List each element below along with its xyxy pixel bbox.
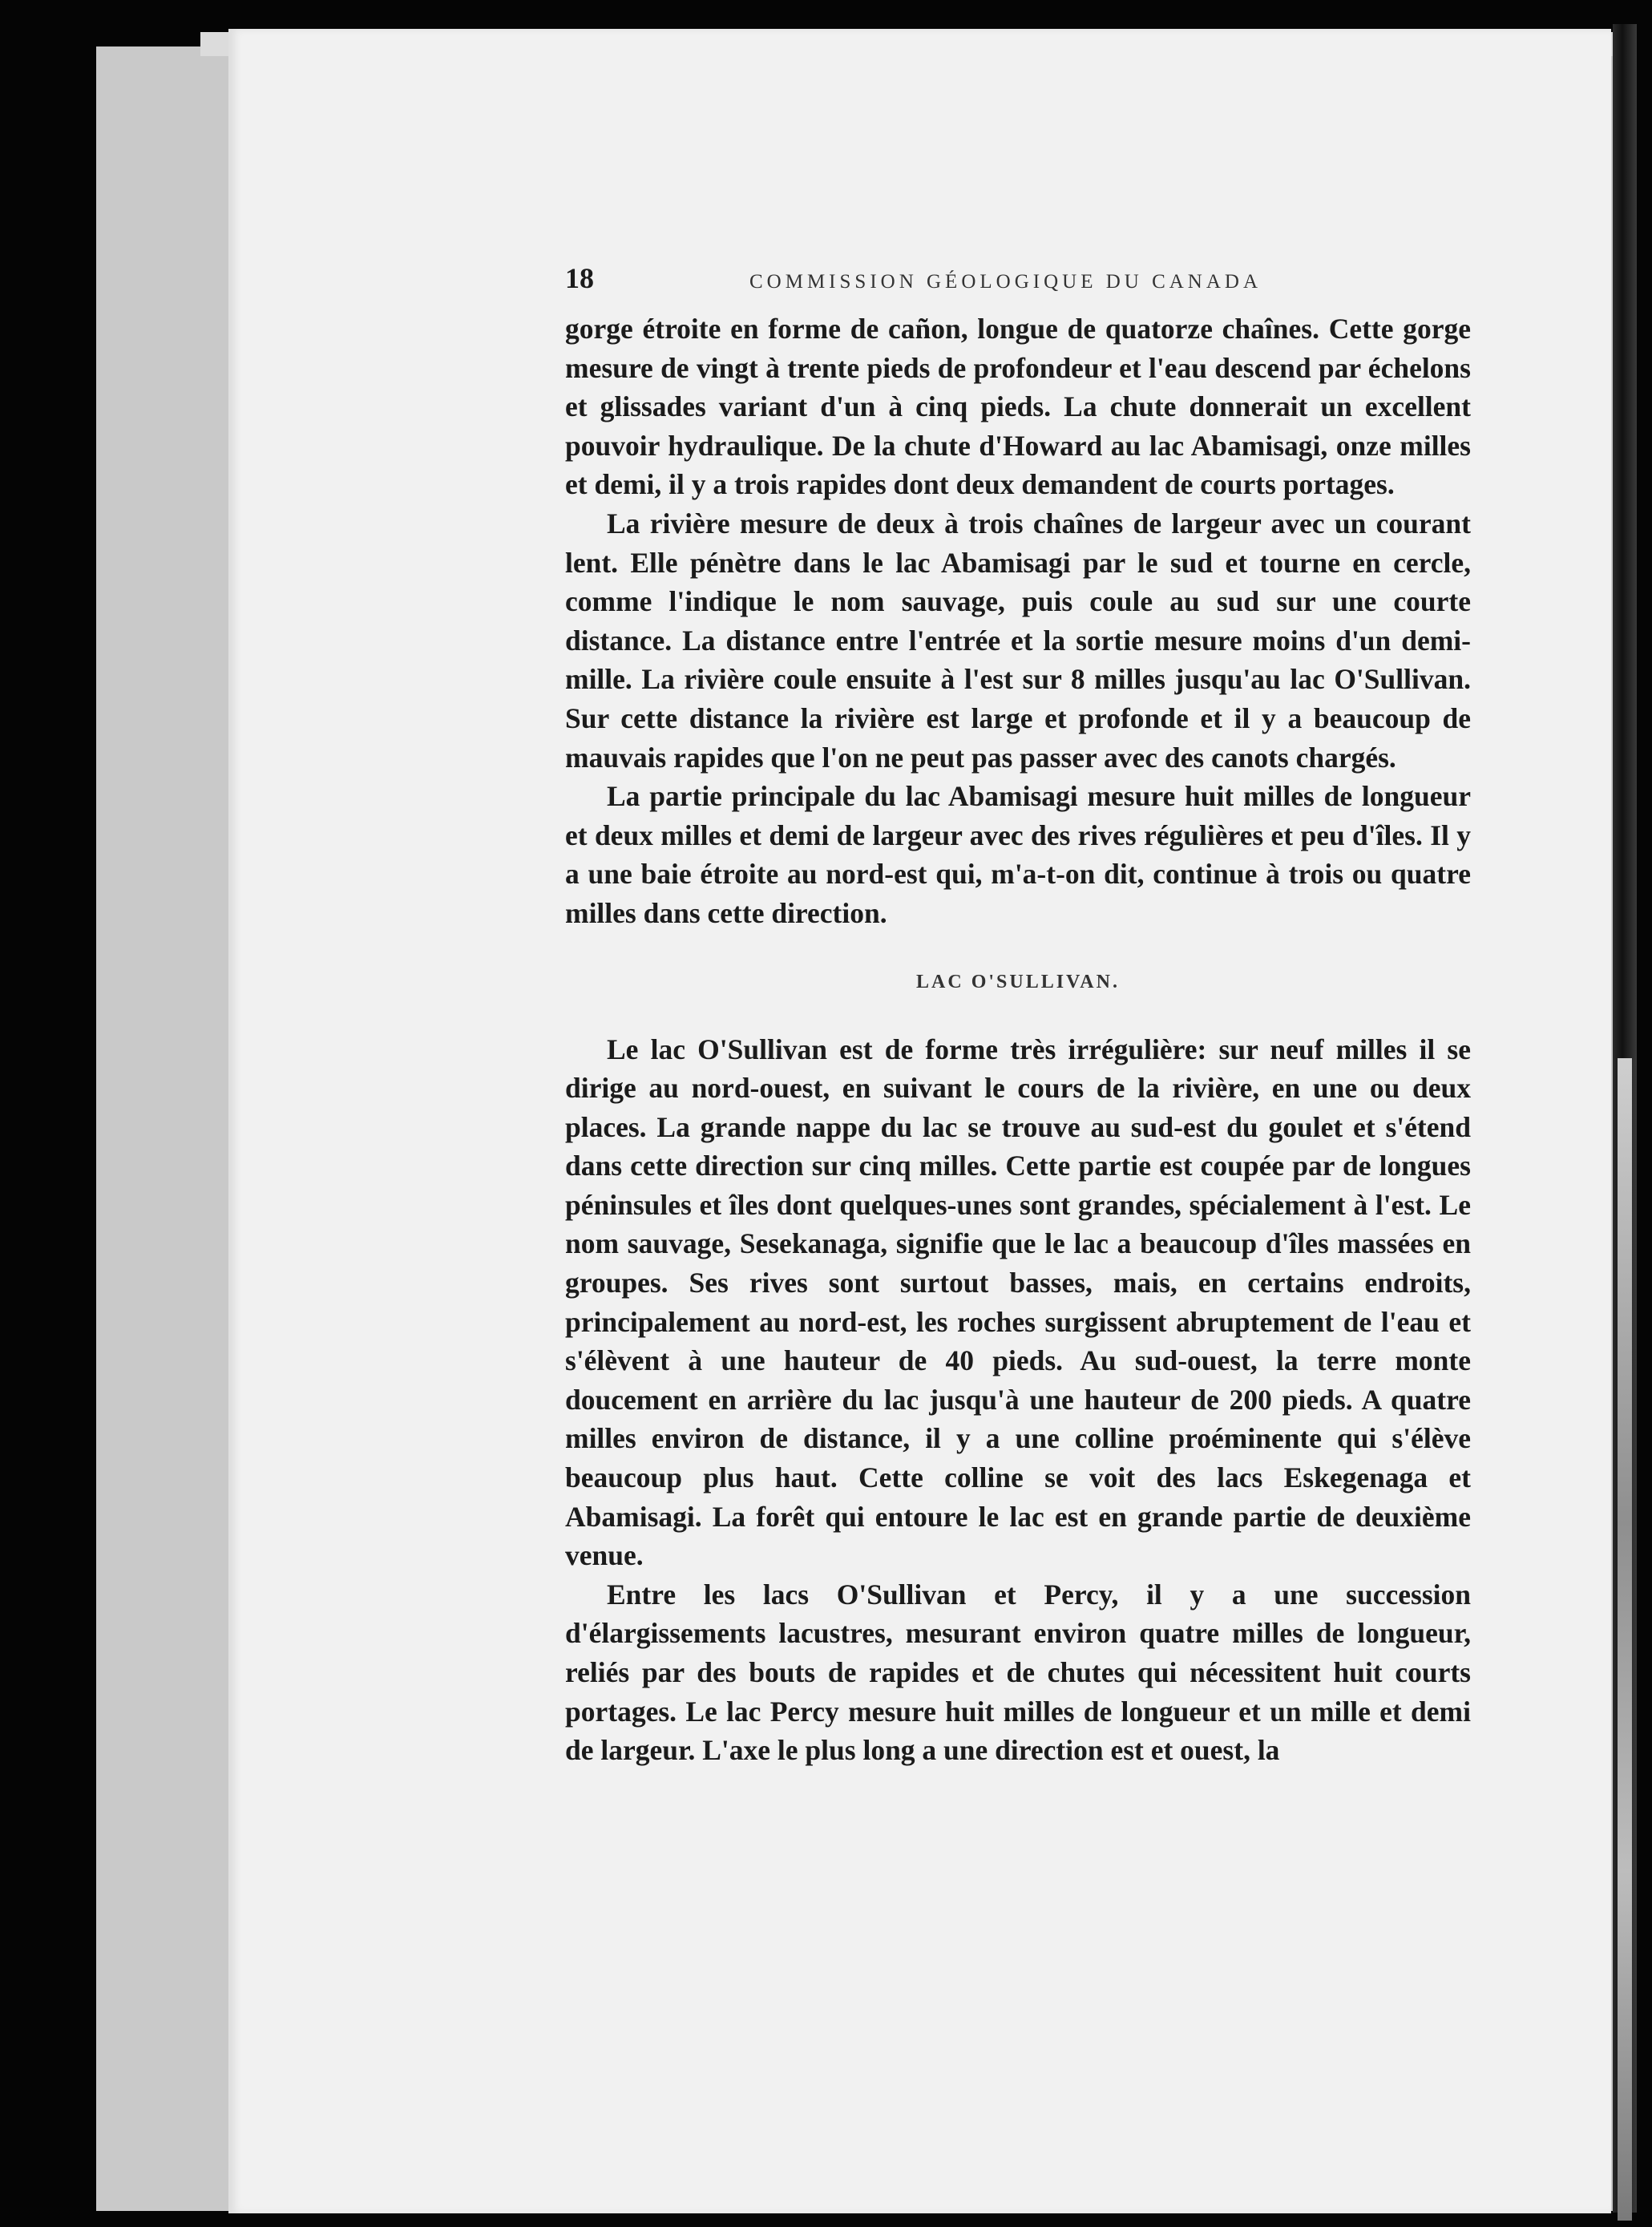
paragraph-lake-osullivan: Le lac O'Sullivan est de forme très irrégulière: sur neuf milles il se dirige au nord-ouest, en suivant le cours de la rivière, en une ou deux places. La grande nappe du lac se trouve au sud-est du goulet et s'étend dans cette direction sur cinq milles. Cette partie est coupée par de longues péninsules et îles dont quelques-unes sont grandes, spécialement à l'est. Le nom sauvage, Sesekanaga, signifie que le lac a beaucoup d'îles massées en groupes. Ses rives sont surtout basses, mais, en certains endroits, principalement au nord-est, les roches surgissent abruptement de l'eau et s'élèvent à une hauteur de 40 pieds. Au sud-ouest, la terre monte doucement en arrière du lac jusqu'à une hauteur de 200 pieds. A quatre milles environ de distance, il y a une colline proéminente qui s'élève beaucoup plus haut. Cette colline se voit des lacs Eskegenaga et Abamisagi. La forêt qui entoure le lac est en grande partie de deuxième venue. xyxy=(565,1033,1471,1572)
paragraph-river: La rivière mesure de deux à trois chaînes de largeur avec un courant lent. Elle pénètre dans le lac Abamisagi par le sud et tourne en cercle, comme l'indique le nom sauvage, puis coule au sud sur une courte distance. La distance entre l'entrée et la sortie mesure moins d'un demi-mille. La rivière coule ensuite à l'est sur 8 milles jusqu'au lac O'Sullivan. Sur cette distance la rivière est large et profonde et il y a beaucoup de mauvais rapides que l'on ne peut pas passer avec des canots chargés. xyxy=(565,507,1471,774)
paragraph-lake-abamisagi: La partie principale du lac Abamisagi mesure huit milles de longueur et deux milles et demi de largeur avec des rives régulières et peu d'îles. Il y a une baie étroite au nord-est qui, m'a-t-on dit, continue à trois ou quatre milles dans cette direction. xyxy=(565,780,1471,929)
page-number: 18 xyxy=(565,262,594,294)
page-binding-edge xyxy=(1613,24,1637,2213)
running-header xyxy=(565,261,1471,309)
page-content xyxy=(565,257,1471,1770)
binding-highlight xyxy=(1618,1058,1632,2221)
section-heading: LAC O'SULLIVAN. xyxy=(916,971,1120,992)
running-title: COMMISSION GÉOLOGIQUE DU CANADA xyxy=(749,271,1262,293)
paragraph-lake-percy: Entre les lacs O'Sullivan et Percy, il y a une succession d'élargissements lacustres, mesurant environ quatre milles de longueur, reliés par des bouts de rapides et de chutes qui nécessitent huit courts portages. Le lac Percy mesure huit milles de longueur et un mille et demi de largeur. L'axe le plus long a une direction est et ouest, la xyxy=(565,1578,1471,1767)
paragraph-continued: gorge étroite en forme de cañon, longue de quatorze chaînes. Cette gorge mesure de vingt à trente pieds de profondeur et l'eau descend par échelons et glissades variant d'un à cinq pieds. La chute donnerait un excellent pouvoir hydraulique. De la chute d'Howard au lac Abamisagi, onze milles et demi, il y a trois rapides dont deux demandent de courts portages. xyxy=(565,313,1471,501)
